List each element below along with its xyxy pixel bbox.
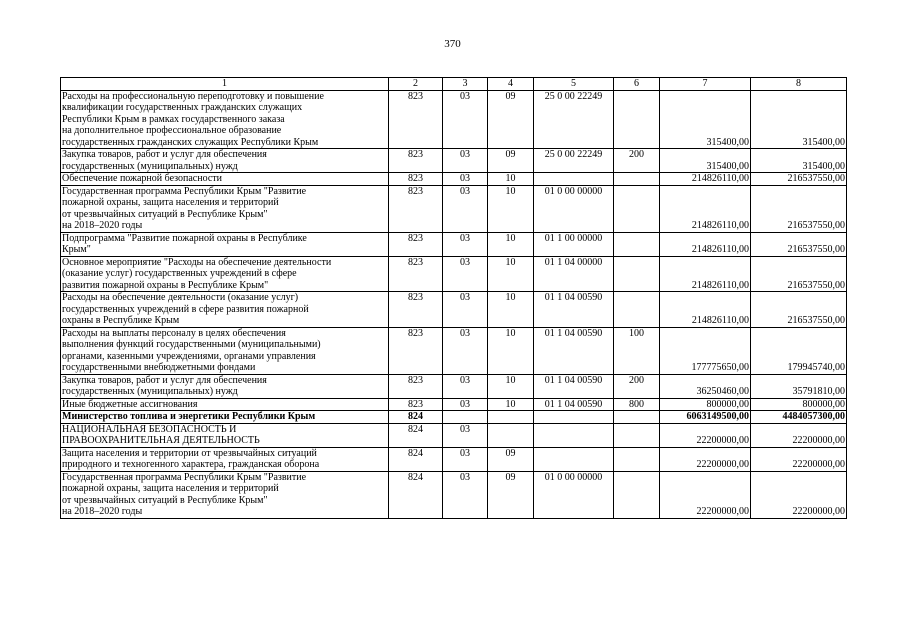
cell-amount-2020: 800000,00 xyxy=(751,398,847,411)
cell-subsection: 10 xyxy=(488,185,534,232)
table-row xyxy=(61,149,847,173)
cell-name-line: государственных учреждений в сфере развития пожарной xyxy=(62,303,309,315)
cell-target-article: 25 0 00 22249 xyxy=(534,90,614,149)
cell-name xyxy=(61,256,389,292)
cell-target-article: 01 1 04 00590 xyxy=(534,398,614,411)
cell-amount-2019: 36250460,00 xyxy=(660,374,751,398)
cell-ministry-code: 824 xyxy=(389,471,443,518)
cell-ministry-code: 823 xyxy=(389,292,443,328)
cell-name xyxy=(61,374,389,398)
cell-name-line: НАЦИОНАЛЬНАЯ БЕЗОПАСНОСТЬ И xyxy=(62,423,237,435)
cell-name xyxy=(61,232,389,256)
cell-name xyxy=(61,398,389,411)
cell-target-article: 01 0 00 00000 xyxy=(534,185,614,232)
cell-name-line: Иные бюджетные ассигнования xyxy=(62,398,198,410)
cell-section: 03 xyxy=(443,447,488,471)
cell-subsection: 09 xyxy=(488,90,534,149)
cell-subsection: 10 xyxy=(488,292,534,328)
cell-amount-2019: 22200000,00 xyxy=(660,471,751,518)
cell-subsection: 10 xyxy=(488,374,534,398)
cell-expense-type xyxy=(614,90,660,149)
cell-ministry-code: 824 xyxy=(389,411,443,424)
table-row xyxy=(61,90,847,149)
table-row xyxy=(61,256,847,292)
cell-ministry-code: 823 xyxy=(389,374,443,398)
cell-name-line: государственных (муниципальных) нужд xyxy=(62,386,238,397)
cell-name-line: Расходы на выплаты персоналу в целях обеспечения xyxy=(62,327,286,339)
table-row xyxy=(61,173,847,186)
cell-target-article: 01 1 00 00000 xyxy=(534,232,614,256)
cell-target-article xyxy=(534,411,614,424)
cell-section: 03 xyxy=(443,398,488,411)
header-cell: 1 xyxy=(61,78,389,91)
table-row xyxy=(61,471,847,518)
cell-target-article: 01 1 04 00000 xyxy=(534,256,614,292)
cell-section: 03 xyxy=(443,173,488,186)
cell-target-article: 01 1 04 00590 xyxy=(534,374,614,398)
cell-name-line: Государственная программа Республики Крым "Развитие xyxy=(62,185,307,197)
cell-name-line: Закупка товаров, работ и услуг для обеспечения xyxy=(62,374,267,386)
cell-ministry-code: 823 xyxy=(389,327,443,374)
cell-name xyxy=(61,327,389,374)
cell-amount-2020: 22200000,00 xyxy=(751,423,847,447)
table-row xyxy=(61,411,847,424)
cell-amount-2020: 4484057300,00 xyxy=(751,411,847,424)
cell-name xyxy=(61,447,389,471)
cell-target-article xyxy=(534,173,614,186)
cell-name-line: Государственная программа Республики Крым "Развитие xyxy=(62,471,307,483)
cell-expense-type xyxy=(614,471,660,518)
cell-amount-2019: 315400,00 xyxy=(660,90,751,149)
cell-name xyxy=(61,292,389,328)
cell-section: 03 xyxy=(443,256,488,292)
cell-ministry-code: 823 xyxy=(389,149,443,173)
cell-subsection xyxy=(488,411,534,424)
cell-expense-type xyxy=(614,256,660,292)
cell-expense-type xyxy=(614,423,660,447)
cell-expense-type xyxy=(614,411,660,424)
cell-expense-type: 100 xyxy=(614,327,660,374)
cell-subsection: 10 xyxy=(488,256,534,292)
cell-ministry-code: 824 xyxy=(389,447,443,471)
cell-name-line: Крым" xyxy=(62,244,91,255)
cell-name xyxy=(61,90,389,149)
cell-amount-2020: 35791810,00 xyxy=(751,374,847,398)
cell-subsection: 10 xyxy=(488,232,534,256)
cell-section: 03 xyxy=(443,90,488,149)
cell-expense-type xyxy=(614,173,660,186)
cell-amount-2020: 22200000,00 xyxy=(751,447,847,471)
cell-expense-type xyxy=(614,447,660,471)
cell-name-line: Обеспечение пожарной безопасности xyxy=(62,173,223,184)
cell-expense-type xyxy=(614,292,660,328)
cell-amount-2019: 214826110,00 xyxy=(660,292,751,328)
table-row xyxy=(61,185,847,232)
cell-amount-2020: 315400,00 xyxy=(751,90,847,149)
cell-name-line: Основное мероприятие "Расходы на обеспечение деятельности xyxy=(62,256,332,268)
cell-name-line: ПРАВООХРАНИТЕЛЬНАЯ ДЕЯТЕЛЬНОСТЬ xyxy=(62,435,260,446)
cell-subsection: 09 xyxy=(488,471,534,518)
cell-name-line: пожарной охраны, защита населения и территорий xyxy=(62,483,279,494)
cell-expense-type: 200 xyxy=(614,149,660,173)
cell-name-line: Министерство топлива и энергетики Республики Крым xyxy=(62,411,316,422)
cell-amount-2019: 315400,00 xyxy=(660,149,751,173)
cell-amount-2020: 216537550,00 xyxy=(751,185,847,232)
cell-section: 03 xyxy=(443,232,488,256)
cell-name-line: охраны в Республике Крым xyxy=(62,315,180,326)
cell-amount-2019: 177775650,00 xyxy=(660,327,751,374)
cell-target-article: 25 0 00 22249 xyxy=(534,149,614,173)
cell-target-article: 01 1 04 00590 xyxy=(534,327,614,374)
cell-name-line: от чрезвычайных ситуаций в Республике Крым" xyxy=(62,494,268,506)
cell-amount-2020: 216537550,00 xyxy=(751,173,847,186)
cell-name-line: на дополнительное профессиональное образование xyxy=(62,125,282,136)
cell-name-line: на 2018–2020 годы xyxy=(62,220,143,231)
header-cell: 2 xyxy=(389,78,443,91)
cell-name-line: государственными внебюджетными фондами xyxy=(62,362,256,373)
cell-amount-2019: 214826110,00 xyxy=(660,185,751,232)
cell-name-line: органами, казенными учреждениями, органами управления xyxy=(62,350,316,362)
cell-amount-2020: 216537550,00 xyxy=(751,256,847,292)
header-row xyxy=(61,78,847,91)
cell-section: 03 xyxy=(443,292,488,328)
cell-ministry-code: 823 xyxy=(389,256,443,292)
cell-name xyxy=(61,471,389,518)
cell-section: 03 xyxy=(443,423,488,447)
cell-ministry-code: 824 xyxy=(389,423,443,447)
cell-expense-type: 800 xyxy=(614,398,660,411)
cell-target-article: 01 1 04 00590 xyxy=(534,292,614,328)
cell-subsection: 10 xyxy=(488,398,534,411)
cell-name-line: Подпрограмма "Развитие пожарной охраны в Республике xyxy=(62,232,307,244)
cell-section: 03 xyxy=(443,185,488,232)
cell-target-article xyxy=(534,447,614,471)
cell-amount-2019: 214826110,00 xyxy=(660,256,751,292)
cell-section: 03 xyxy=(443,149,488,173)
table-row xyxy=(61,327,847,374)
cell-section: 03 xyxy=(443,471,488,518)
cell-name-line: квалификации государственных гражданских служащих xyxy=(62,102,303,113)
budget-table xyxy=(60,77,847,519)
cell-name-line: Расходы на обеспечение деятельности (оказание услуг) xyxy=(62,292,299,303)
cell-amount-2020: 315400,00 xyxy=(751,149,847,173)
table-row xyxy=(61,292,847,328)
cell-expense-type: 200 xyxy=(614,374,660,398)
cell-name-line: от чрезвычайных ситуаций в Республике Крым" xyxy=(62,208,268,220)
cell-name-line: Расходы на профессиональную переподготовку и повышение xyxy=(62,90,324,102)
header-cell: 4 xyxy=(488,78,534,91)
cell-target-article: 01 0 00 00000 xyxy=(534,471,614,518)
cell-name-line: пожарной охраны, защита населения и территорий xyxy=(62,197,279,208)
cell-amount-2020: 179945740,00 xyxy=(751,327,847,374)
cell-amount-2019: 22200000,00 xyxy=(660,423,751,447)
cell-name-line: (оказание услуг) государственных учреждений в сфере xyxy=(62,268,297,279)
cell-name xyxy=(61,185,389,232)
cell-ministry-code: 823 xyxy=(389,90,443,149)
header-cell: 5 xyxy=(534,78,614,91)
cell-expense-type xyxy=(614,185,660,232)
cell-amount-2019: 214826110,00 xyxy=(660,173,751,186)
header-cell: 7 xyxy=(660,78,751,91)
cell-name-line: выполнения функций государственными (муниципальными) xyxy=(62,339,321,350)
table-row xyxy=(61,374,847,398)
cell-amount-2020: 216537550,00 xyxy=(751,232,847,256)
cell-name-line: Закупка товаров, работ и услуг для обеспечения xyxy=(62,149,267,160)
cell-amount-2019: 6063149500,00 xyxy=(660,411,751,424)
table-row xyxy=(61,398,847,411)
cell-ministry-code: 823 xyxy=(389,185,443,232)
cell-name-line: природного и техногенного характера, гражданская оборона xyxy=(62,459,320,470)
cell-name-line: на 2018–2020 годы xyxy=(62,506,143,517)
cell-subsection xyxy=(488,423,534,447)
cell-name-line: развития пожарной охраны в Республике Крым" xyxy=(62,279,269,291)
cell-target-article xyxy=(534,423,614,447)
cell-name-line: Республики Крым в рамках государственного заказа xyxy=(62,113,285,125)
cell-amount-2019: 214826110,00 xyxy=(660,232,751,256)
cell-amount-2019: 800000,00 xyxy=(660,398,751,411)
cell-section: 03 xyxy=(443,374,488,398)
table-row xyxy=(61,423,847,447)
cell-section xyxy=(443,411,488,424)
header-cell: 3 xyxy=(443,78,488,91)
cell-ministry-code: 823 xyxy=(389,398,443,411)
header-cell: 6 xyxy=(614,78,660,91)
cell-section: 03 xyxy=(443,327,488,374)
cell-name-line: государственных гражданских служащих Республики Крым xyxy=(62,136,319,148)
cell-subsection: 09 xyxy=(488,149,534,173)
cell-amount-2019: 22200000,00 xyxy=(660,447,751,471)
cell-name xyxy=(61,173,389,186)
cell-amount-2020: 22200000,00 xyxy=(751,471,847,518)
cell-name-line: государственных (муниципальных) нужд xyxy=(62,160,238,172)
page-number: 370 xyxy=(444,38,461,50)
cell-subsection: 10 xyxy=(488,173,534,186)
cell-name xyxy=(61,411,389,424)
cell-name-line: Защита населения и территории от чрезвычайных ситуаций xyxy=(62,447,317,459)
cell-name xyxy=(61,423,389,447)
cell-subsection: 09 xyxy=(488,447,534,471)
cell-amount-2020: 216537550,00 xyxy=(751,292,847,328)
table-row xyxy=(61,232,847,256)
cell-name xyxy=(61,149,389,173)
header-cell: 8 xyxy=(751,78,847,91)
cell-ministry-code: 823 xyxy=(389,173,443,186)
cell-expense-type xyxy=(614,232,660,256)
cell-subsection: 10 xyxy=(488,327,534,374)
table-row xyxy=(61,447,847,471)
cell-ministry-code: 823 xyxy=(389,232,443,256)
